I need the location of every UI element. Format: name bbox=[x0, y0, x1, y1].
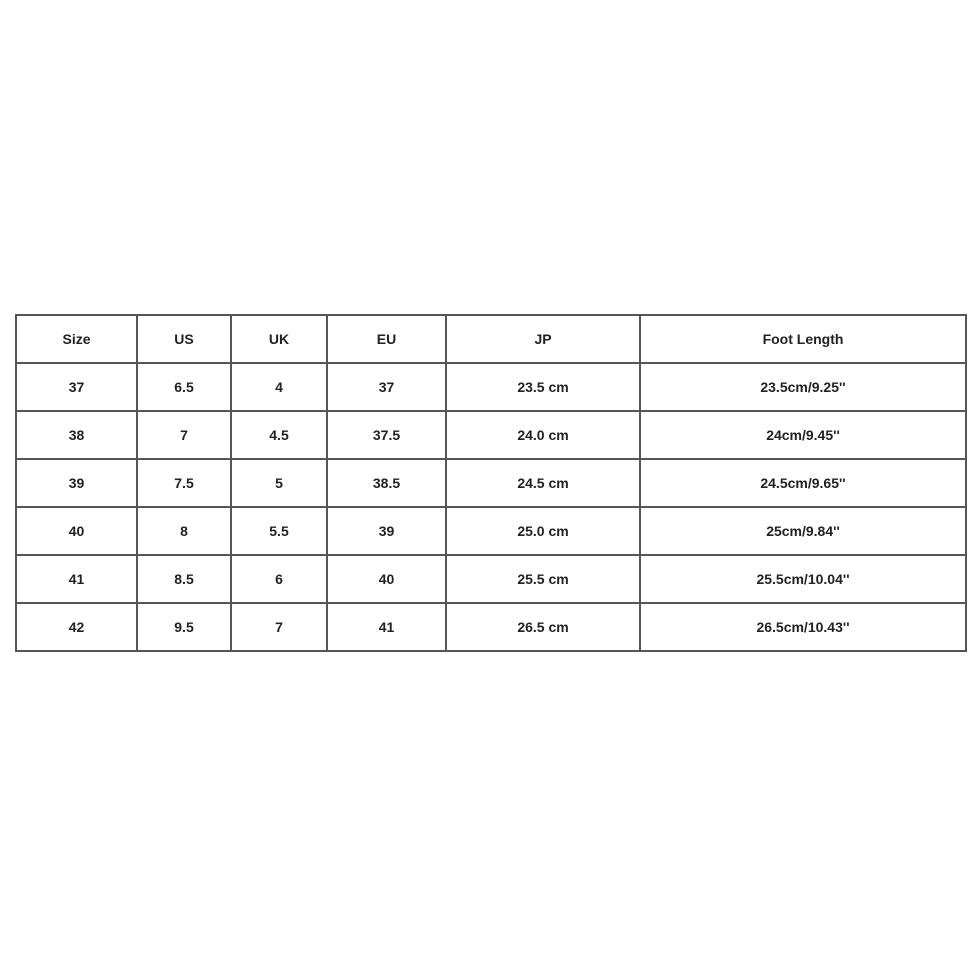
header-jp: JP bbox=[446, 315, 640, 363]
cell-size: 42 bbox=[16, 603, 137, 651]
cell-jp: 25.5 cm bbox=[446, 555, 640, 603]
cell-foot-length: 24.5cm/9.65'' bbox=[640, 459, 966, 507]
cell-uk: 5.5 bbox=[231, 507, 327, 555]
cell-foot-length: 26.5cm/10.43'' bbox=[640, 603, 966, 651]
header-foot-length: Foot Length bbox=[640, 315, 966, 363]
table-row bbox=[16, 411, 966, 459]
table-row bbox=[16, 459, 966, 507]
cell-uk: 4 bbox=[231, 363, 327, 411]
cell-eu: 37.5 bbox=[327, 411, 446, 459]
table-row bbox=[16, 363, 966, 411]
cell-foot-length: 23.5cm/9.25'' bbox=[640, 363, 966, 411]
cell-eu: 41 bbox=[327, 603, 446, 651]
cell-us: 6.5 bbox=[137, 363, 231, 411]
cell-eu: 39 bbox=[327, 507, 446, 555]
cell-us: 8 bbox=[137, 507, 231, 555]
header-us: US bbox=[137, 315, 231, 363]
cell-uk: 7 bbox=[231, 603, 327, 651]
size-chart-table bbox=[15, 314, 967, 652]
cell-us: 7.5 bbox=[137, 459, 231, 507]
cell-foot-length: 25cm/9.84'' bbox=[640, 507, 966, 555]
cell-eu: 37 bbox=[327, 363, 446, 411]
cell-us: 7 bbox=[137, 411, 231, 459]
header-uk: UK bbox=[231, 315, 327, 363]
table-header-row bbox=[16, 315, 966, 363]
cell-size: 38 bbox=[16, 411, 137, 459]
header-size: Size bbox=[16, 315, 137, 363]
cell-size: 39 bbox=[16, 459, 137, 507]
cell-size: 40 bbox=[16, 507, 137, 555]
cell-uk: 6 bbox=[231, 555, 327, 603]
cell-jp: 24.0 cm bbox=[446, 411, 640, 459]
cell-foot-length: 25.5cm/10.04'' bbox=[640, 555, 966, 603]
cell-jp: 23.5 cm bbox=[446, 363, 640, 411]
cell-eu: 40 bbox=[327, 555, 446, 603]
table-row bbox=[16, 555, 966, 603]
header-eu: EU bbox=[327, 315, 446, 363]
cell-size: 37 bbox=[16, 363, 137, 411]
cell-uk: 4.5 bbox=[231, 411, 327, 459]
cell-jp: 25.0 cm bbox=[446, 507, 640, 555]
cell-jp: 24.5 cm bbox=[446, 459, 640, 507]
cell-foot-length: 24cm/9.45'' bbox=[640, 411, 966, 459]
cell-uk: 5 bbox=[231, 459, 327, 507]
cell-eu: 38.5 bbox=[327, 459, 446, 507]
cell-jp: 26.5 cm bbox=[446, 603, 640, 651]
table-row bbox=[16, 603, 966, 651]
table-row bbox=[16, 507, 966, 555]
cell-size: 41 bbox=[16, 555, 137, 603]
cell-us: 8.5 bbox=[137, 555, 231, 603]
cell-us: 9.5 bbox=[137, 603, 231, 651]
